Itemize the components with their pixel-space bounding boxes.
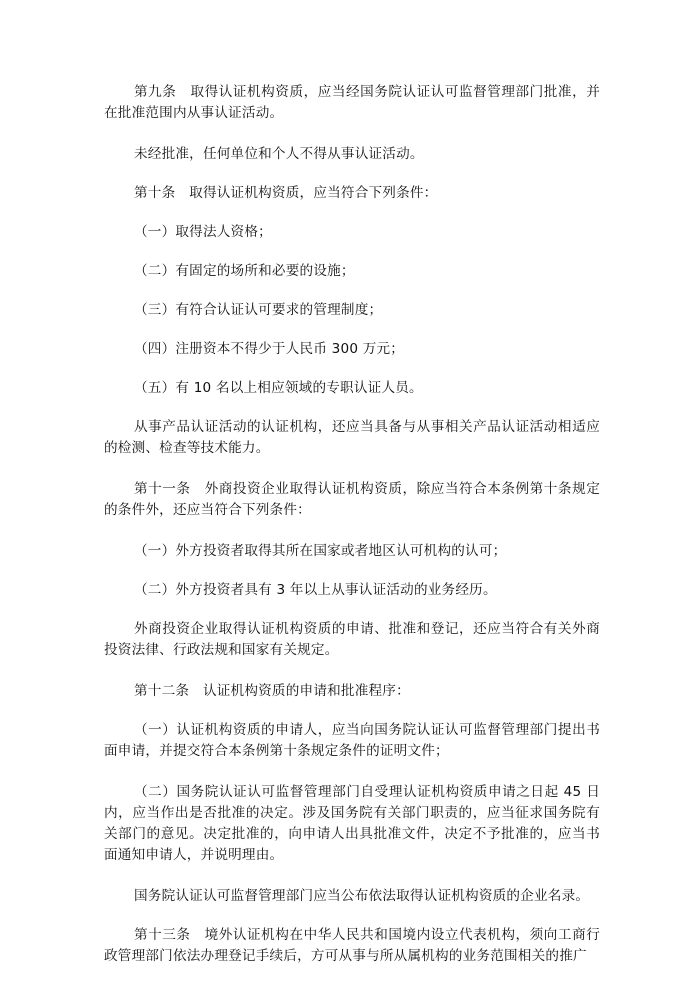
procedure-item-1: （一）认证机构资质的申请人，应当向国务院认证认可监督管理部门提出书面申请，并提交符合本条例第十条规定条件的证明文件； bbox=[104, 722, 600, 759]
article-11-paragraph: 第十一条 外商投资企业取得认证机构资质，除应当符合本条例第十条规定的条件外，还应当符合下列条件： bbox=[104, 481, 600, 518]
document-page bbox=[104, 82, 600, 987]
directory-paragraph: 国务院认证认可监督管理部门应当公布依法取得认证机构资质的企业名录。 bbox=[134, 888, 590, 904]
condition-item-2: （二）有固定的场所和必要的设施； bbox=[134, 263, 355, 279]
foreign-investment-paragraph: 外商投资企业取得认证机构资质的申请、批准和登记，还应当符合有关外商投资法律、行政法规和国家有关规定。 bbox=[104, 621, 600, 658]
product-cert-paragraph: 从事产品认证活动的认证机构，还应当具备与从事相关产品认证活动相适应的检测、检查等技术能力。 bbox=[104, 419, 600, 456]
article-12-paragraph: 第十二条 认证机构资质的申请和批准程序： bbox=[134, 683, 410, 699]
paragraph-unapproved: 未经批准，任何单位和个人不得从事认证活动。 bbox=[134, 146, 424, 162]
condition-item-1: （一）取得法人资格； bbox=[134, 224, 272, 240]
article-10-paragraph: 第十条 取得认证机构资质，应当符合下列条件： bbox=[134, 185, 438, 201]
article-13-paragraph: 第十三条 境外认证机构在中华人民共和国境内设立代表机构，须向工商行政管理部门依法办理登记手续后，方可从事与所从属机构的业务范围相关的推广 bbox=[104, 927, 600, 964]
condition-item-4: （四）注册资本不得少于人民币 300 万元； bbox=[134, 341, 405, 357]
foreign-condition-item-1: （一）外方投资者取得其所在国家或者地区认可机构的认可； bbox=[134, 543, 507, 559]
foreign-condition-item-2: （二）外方投资者具有 3 年以上从事认证活动的业务经历。 bbox=[134, 582, 497, 598]
condition-item-5: （五）有 10 名以上相应领域的专职认证人员。 bbox=[134, 380, 423, 396]
procedure-item-2: （二）国务院认证认可监督管理部门自受理认证机构资质申请之日起 45 日内，应当作出是否批准的决定。涉及国务院有关部门职责的，应当征求国务院有关部门的意见。决定批准的，向申请人出具批准文件，决定不予批准的，应当书面通知申请人，并说明理由。 bbox=[104, 784, 600, 863]
article-9-paragraph: 第九条 取得认证机构资质，应当经国务院认证认可监督管理部门批准，并在批准范围内从事认证活动。 bbox=[104, 84, 600, 121]
condition-item-3: （三）有符合认证认可要求的管理制度； bbox=[134, 302, 383, 318]
